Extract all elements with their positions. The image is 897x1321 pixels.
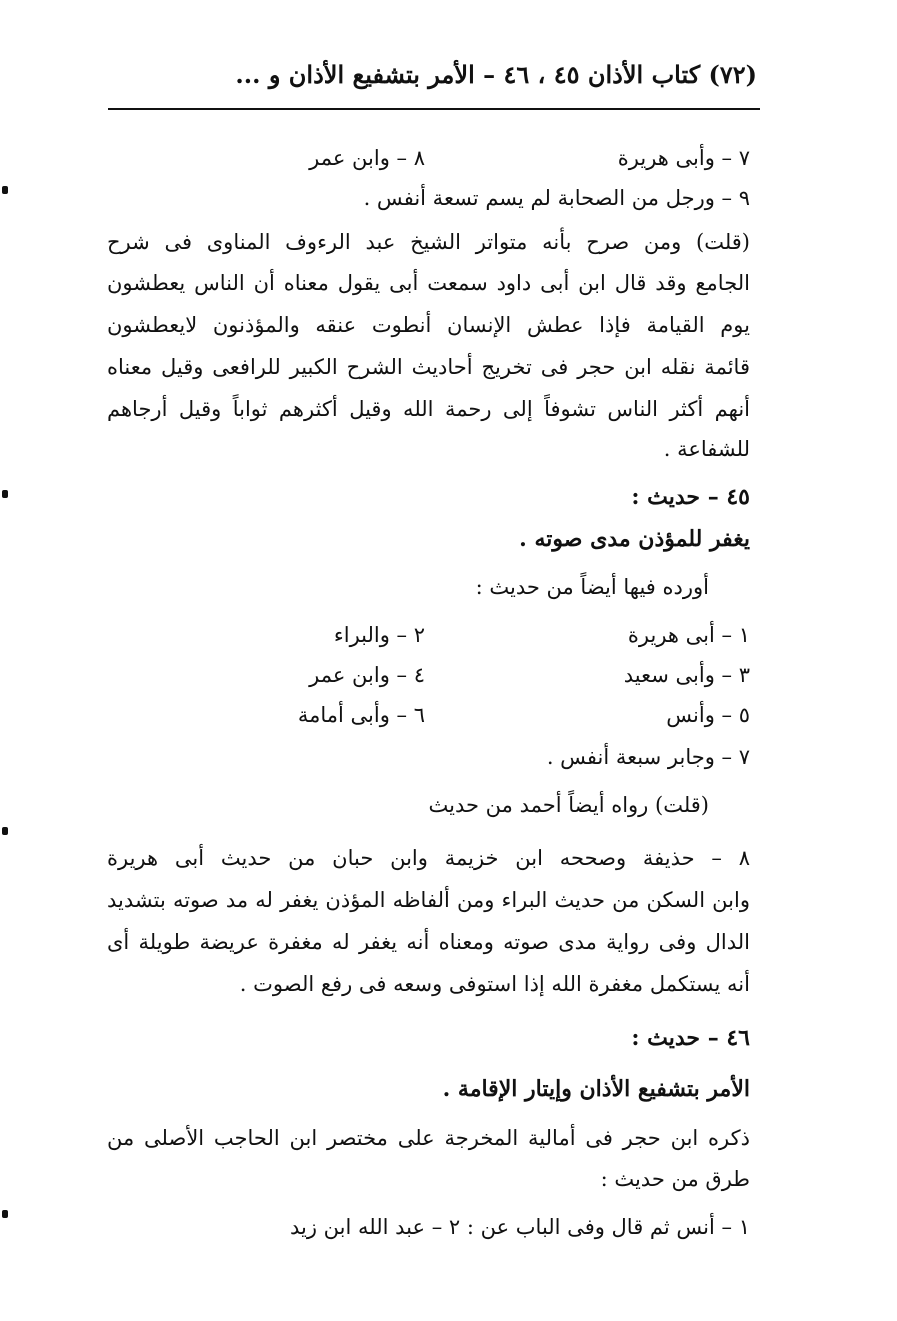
paragraph-line: أنهم أكثر الناس تشوفاً إلى رحمة الله وقيل أكثرهم ثواباً وقيل أرجاهم — [107, 397, 750, 421]
paragraph-line: ذكره ابن حجر فى أمالية المخرجة على مختصر ابن الحاجب الأصلى من — [107, 1126, 750, 1150]
list-item: ٧ – وأبى هريرة — [617, 146, 750, 170]
hadith-title: يغفر للمؤذن مدى صوته . — [519, 526, 750, 552]
list-item: ٤ – وابن عمر — [309, 663, 425, 687]
paragraph-line: للشفاعة . — [663, 437, 750, 461]
binding-mark — [2, 827, 8, 835]
list-item: ٩ – ورجل من الصحابة لم يسم تسعة أنفس . — [363, 186, 750, 210]
paragraph-line: (قلت) ومن صرح بأنه متواتر الشيخ عبد الرءوف المناوى فى شرح — [107, 230, 750, 254]
list-item: ٨ – وابن عمر — [309, 146, 425, 170]
list-item: ٣ – وأبى سعيد — [623, 663, 750, 687]
paragraph-line: وابن السكن من حديث البراء ومن ألفاظه المؤذن يغفر له مد صوته بتشديد — [107, 888, 750, 912]
section-heading: ٤٥ – حديث : — [631, 484, 750, 510]
binding-mark — [2, 1210, 8, 1218]
list-item: ٦ – وأبى أمامة — [297, 703, 425, 727]
list-item: ١ – أبى هريرة — [627, 623, 750, 647]
binding-mark — [2, 186, 8, 194]
binding-mark — [2, 490, 8, 498]
list-item: ٥ – وأنس — [666, 703, 750, 727]
paragraph-line: أنه يستكمل مغفرة الله إذا استوفى وسعه فى رفع الصوت . — [239, 972, 750, 996]
intro-line: أورده فيها أيضاً من حديث : — [475, 575, 709, 599]
note-line: (قلت) رواه أيضاً أحمد من حديث — [428, 793, 709, 817]
paragraph-line: الجامع وقد قال ابن أبى داود سمعت أبى يقول معناه أن الناس يعطشون — [107, 271, 750, 295]
paragraph-line: طرق من حديث : — [600, 1167, 750, 1191]
list-item: ٧ – وجابر سبعة أنفس . — [546, 745, 750, 769]
list-item: ٢ – والبراء — [333, 623, 425, 647]
list-item: ١ – أنس ثم قال وفى الباب عن : ٢ – عبد الله ابن زيد — [289, 1215, 750, 1239]
paragraph-line: يوم القيامة فإذا عطش الإنسان أنطوت عنقه والمؤذنون لايعطشون — [107, 313, 750, 337]
section-heading: ٤٦ – حديث : — [631, 1025, 750, 1051]
paragraph-line: الدال وفى رواية مدى صوته ومعناه أنه يغفر له مغفرة عريضة طويلة أى — [107, 930, 750, 954]
paragraph-line: ٨ – حذيفة وصححه ابن خزيمة وابن حبان من حديث أبى هريرة — [107, 846, 750, 870]
running-header: (٧٢) كتاب الأذان ٤٥ ، ٤٦ – الأمر بتشفيع الأذان و ... — [235, 60, 757, 89]
hadith-title: الأمر بتشفيع الأذان وإيتار الإقامة . — [442, 1076, 750, 1102]
paragraph-line: قائمة نقله ابن حجر فى تخريج أحاديث الشرح الكبير للرافعى وقيل معناه — [107, 355, 750, 379]
header-rule — [108, 108, 760, 110]
